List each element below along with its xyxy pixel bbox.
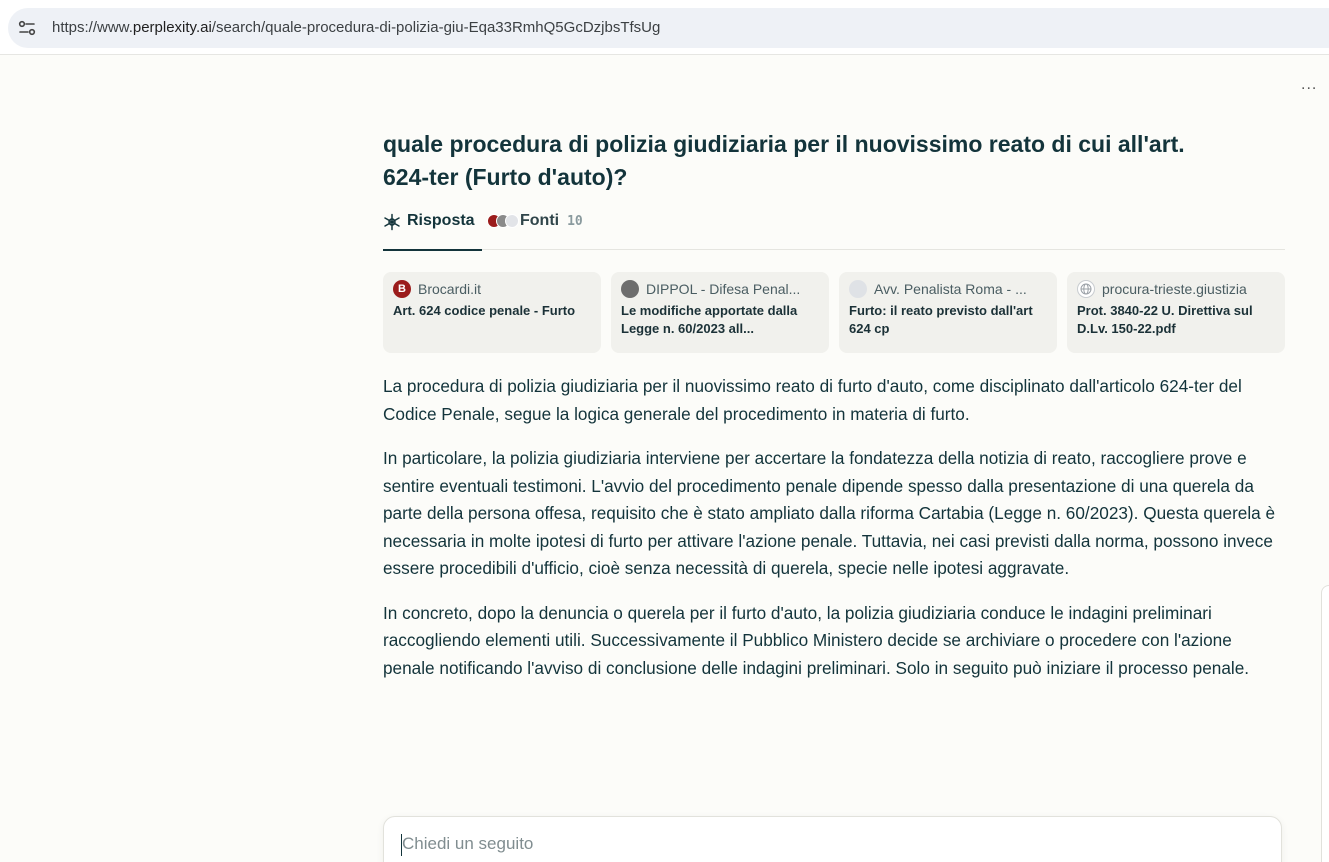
avvocato-favicon-icon xyxy=(849,280,867,298)
source-card[interactable] xyxy=(611,272,829,353)
side-panel-edge xyxy=(1321,585,1329,862)
source-title: Art. 624 codice penale - Furto xyxy=(393,303,576,318)
source-title: Le modifiche apportate dalla Legge n. 60/2023 all... xyxy=(621,303,798,336)
source-card[interactable] xyxy=(839,272,1057,353)
sources-count: 10 xyxy=(567,214,583,229)
more-options-button[interactable]: ... xyxy=(1301,76,1318,93)
url-path: /search/quale-procedura-di-polizia-giu-Eqa33RmhQ5GcDzjbsTfsUg xyxy=(211,19,661,36)
sources-row xyxy=(383,272,1285,353)
tune-icon[interactable] xyxy=(18,20,36,36)
source-site: Avv. Penalista Roma - ... xyxy=(874,281,1027,297)
answer-paragraph: In particolare, la polizia giudiziaria interviene per accertare la fondatezza della notizia di reato, raccogliere prove e sentire eventuali testimoni. L'avvio del procedimento penale dipende spesso dalla presentazione di una querela da parte della persona offesa, requisito che è stato ampliato dalla riforma Cartabia (Legge n. 60/2023). Questa querela è necessaria in molte ipotesi di furto per attivare l'azione penale. Tuttavia, nei casi previsti dalla norma, possono invece essere procedibili d'ufficio, cioè senza necessità di querela, specie nelle ipotesi aggravate. xyxy=(383,448,1276,578)
browser-address-bar xyxy=(0,0,1329,55)
url-domain: perplexity.ai xyxy=(132,19,212,36)
tab-risposta[interactable] xyxy=(383,212,475,250)
url-text[interactable] xyxy=(52,19,660,36)
url-prefix: https://www. xyxy=(52,19,133,36)
answer-body xyxy=(383,373,1285,682)
url-field[interactable] xyxy=(8,8,1329,48)
source-site: procura-trieste.giustizia xyxy=(1102,281,1247,297)
source-card[interactable] xyxy=(1067,272,1285,353)
answer-paragraph: La procedura di polizia giudiziaria per il nuovissimo reato di furto d'auto, come disciplinato dall'articolo 624-ter del Codice Penale, segue la logica generale del procedimento in materia di furto. xyxy=(383,376,1242,424)
answer-paragraph: In concreto, dopo la denuncia o querela per il furto d'auto, la polizia giudiziaria conduce le indagini preliminari raccogliendo elementi utili. Successivamente il Pubblico Ministero decide se archiviare o procedere con l'azione penale notificando l'avviso di conclusione delle indagini preliminari. Solo in seguito può iniziare il processo penale. xyxy=(383,602,1250,678)
dippol-favicon-icon xyxy=(621,280,639,298)
tab-fonti-label: Fonti xyxy=(520,212,560,229)
thread-content xyxy=(383,128,1285,699)
source-card[interactable] xyxy=(383,272,601,353)
tab-risposta-label: Risposta xyxy=(407,212,475,229)
source-title: Prot. 3840-22 U. Direttiva sul D.Lv. 150-22.pdf xyxy=(1077,303,1253,336)
globe-icon xyxy=(1077,280,1095,298)
sources-favicons-icon xyxy=(487,214,514,228)
tab-fonti[interactable] xyxy=(487,212,583,250)
source-site: Brocardi.it xyxy=(418,281,482,297)
answer-tabs xyxy=(383,212,1285,250)
source-site: DIPPOL - Difesa Penal... xyxy=(646,281,801,297)
followup-input[interactable] xyxy=(383,816,1282,862)
followup-placeholder: Chiedi un seguito xyxy=(402,834,534,853)
query-title: quale procedura di polizia giudiziaria per il nuovissimo reato di cui all'art. 624-ter (Furto d'auto)? xyxy=(383,131,1185,190)
brocardi-favicon-icon: B xyxy=(393,280,411,298)
source-title: Furto: il reato previsto dall'art 624 cp xyxy=(849,303,1033,336)
answer-icon xyxy=(383,213,401,231)
